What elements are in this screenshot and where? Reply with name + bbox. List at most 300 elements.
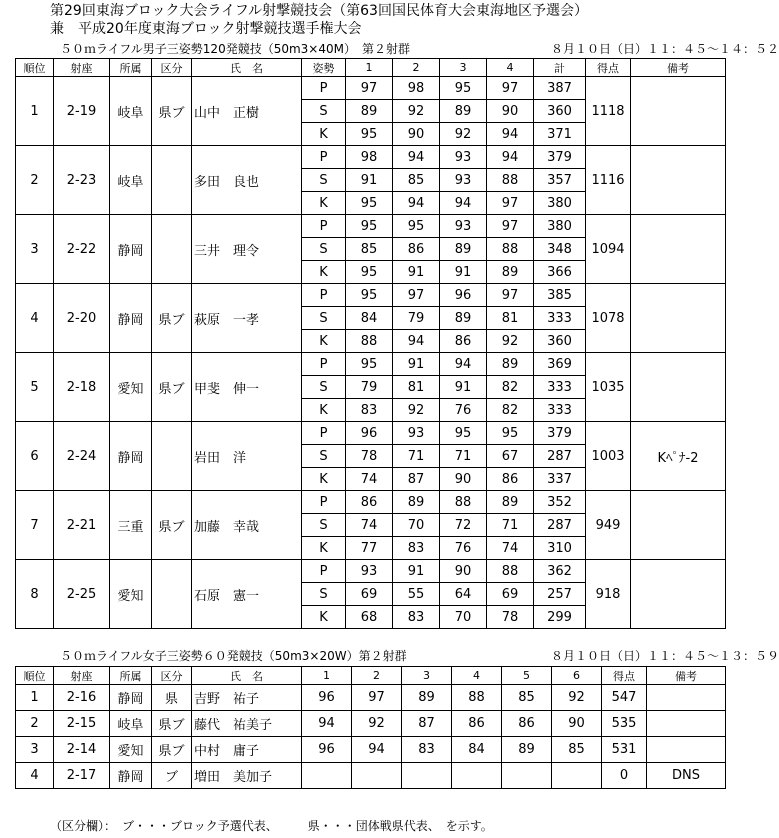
series-score-cell: 86: [487, 468, 534, 491]
series-score-cell: 81: [393, 376, 440, 399]
series-score-cell: 71: [393, 445, 440, 468]
series-score-cell: [352, 763, 402, 789]
shooter-name-cell: 三井 理令: [192, 215, 302, 284]
women-header-row: [16, 667, 726, 685]
series-score-cell: 86: [440, 330, 487, 353]
series-score-cell: 96: [440, 284, 487, 307]
lane-cell: 2-21: [54, 491, 110, 560]
series-score-cell: 89: [402, 685, 452, 711]
position-sum-cell: 333: [534, 399, 586, 422]
women-results-table: [15, 666, 726, 789]
lane-cell: 2-16: [54, 685, 110, 711]
table-row: [16, 560, 726, 583]
rank-cell: 3: [16, 737, 54, 763]
men-header-row: [16, 59, 726, 77]
lane-cell: 2-22: [54, 215, 110, 284]
category-cell: 県ブ: [152, 737, 192, 763]
category-cell: [152, 422, 192, 491]
series-score-cell: 97: [487, 77, 534, 100]
series-score-cell: 93: [440, 146, 487, 169]
series-score-cell: 89: [346, 100, 393, 123]
total-score-cell: 547: [602, 685, 647, 711]
series-score-cell: 96: [302, 737, 352, 763]
series-score-cell: 78: [487, 606, 534, 629]
position-cell: P: [302, 491, 346, 514]
series-score-cell: 95: [393, 215, 440, 238]
column-header: 5: [502, 667, 552, 685]
category-cell: [152, 215, 192, 284]
series-score-cell: 86: [452, 711, 502, 737]
column-header: 氏 名: [192, 667, 302, 685]
series-score-cell: 85: [502, 685, 552, 711]
position-sum-cell: 379: [534, 146, 586, 169]
club-cell: 静岡: [110, 422, 152, 491]
column-header: 区分: [152, 59, 192, 77]
position-cell: K: [302, 606, 346, 629]
position-sum-cell: 360: [534, 330, 586, 353]
column-header: 計: [534, 59, 586, 77]
series-score-cell: [552, 763, 602, 789]
series-score-cell: 83: [393, 606, 440, 629]
club-cell: 岐阜: [110, 146, 152, 215]
series-score-cell: 93: [440, 215, 487, 238]
total-score-cell: 918: [586, 560, 631, 629]
column-header: 1: [302, 667, 352, 685]
series-score-cell: 89: [502, 737, 552, 763]
series-score-cell: 74: [346, 514, 393, 537]
series-score-cell: 95: [346, 261, 393, 284]
remarks-cell: [647, 685, 726, 711]
rank-cell: 5: [16, 353, 54, 422]
rank-cell: 2: [16, 146, 54, 215]
position-cell: P: [302, 215, 346, 238]
shooter-name-cell: 吉野 祐子: [192, 685, 302, 711]
series-score-cell: 89: [393, 491, 440, 514]
series-score-cell: 84: [452, 737, 502, 763]
club-cell: 愛知: [110, 353, 152, 422]
series-score-cell: 89: [440, 307, 487, 330]
table-row: [16, 353, 726, 376]
series-score-cell: 85: [552, 737, 602, 763]
series-score-cell: 89: [487, 353, 534, 376]
column-header: 備考: [647, 667, 726, 685]
series-score-cell: 94: [440, 353, 487, 376]
remarks-cell: [631, 353, 726, 422]
series-score-cell: 87: [393, 468, 440, 491]
series-score-cell: 89: [487, 491, 534, 514]
table-row: [16, 146, 726, 169]
category-cell: 県ブ: [152, 77, 192, 146]
position-cell: S: [302, 514, 346, 537]
series-score-cell: 82: [487, 376, 534, 399]
position-cell: S: [302, 445, 346, 468]
position-sum-cell: 366: [534, 261, 586, 284]
remarks-cell: [631, 560, 726, 629]
table-row: [16, 491, 726, 514]
total-score-cell: 531: [602, 737, 647, 763]
position-sum-cell: 362: [534, 560, 586, 583]
position-sum-cell: 333: [534, 307, 586, 330]
shooter-name-cell: 加藤 幸哉: [192, 491, 302, 560]
series-score-cell: 70: [440, 606, 487, 629]
column-header: 姿勢: [302, 59, 346, 77]
position-cell: K: [302, 537, 346, 560]
lane-cell: 2-25: [54, 560, 110, 629]
club-cell: 静岡: [110, 284, 152, 353]
series-score-cell: 55: [393, 583, 440, 606]
position-cell: K: [302, 468, 346, 491]
series-score-cell: 97: [487, 192, 534, 215]
table-row: [16, 737, 726, 763]
category-cell: 県ブ: [152, 353, 192, 422]
rank-cell: 7: [16, 491, 54, 560]
series-score-cell: 97: [487, 284, 534, 307]
rank-cell: 4: [16, 284, 54, 353]
men-results-table: [15, 58, 726, 629]
remarks-cell: [631, 491, 726, 560]
position-cell: S: [302, 169, 346, 192]
shooter-name-cell: 石原 憲一: [192, 560, 302, 629]
series-score-cell: 95: [440, 77, 487, 100]
category-cell: 県: [152, 685, 192, 711]
series-score-cell: 87: [402, 711, 452, 737]
series-score-cell: 91: [393, 261, 440, 284]
rank-cell: 3: [16, 215, 54, 284]
lane-cell: 2-15: [54, 711, 110, 737]
series-score-cell: 71: [440, 445, 487, 468]
position-cell: S: [302, 376, 346, 399]
series-score-cell: 88: [346, 330, 393, 353]
shooter-name-cell: 藤代 祐美子: [192, 711, 302, 737]
series-score-cell: 94: [393, 192, 440, 215]
position-sum-cell: 357: [534, 169, 586, 192]
series-score-cell: 69: [346, 583, 393, 606]
series-score-cell: 68: [346, 606, 393, 629]
column-header: 3: [402, 667, 452, 685]
series-score-cell: 84: [346, 307, 393, 330]
series-score-cell: 78: [346, 445, 393, 468]
position-sum-cell: 387: [534, 77, 586, 100]
rank-cell: 1: [16, 685, 54, 711]
series-score-cell: 88: [440, 491, 487, 514]
shooter-name-cell: 岩田 洋: [192, 422, 302, 491]
position-sum-cell: 379: [534, 422, 586, 445]
lane-cell: 2-17: [54, 763, 110, 789]
position-cell: S: [302, 583, 346, 606]
series-score-cell: [402, 763, 452, 789]
series-score-cell: 90: [552, 711, 602, 737]
series-score-cell: 86: [393, 238, 440, 261]
position-cell: P: [302, 422, 346, 445]
rank-cell: 2: [16, 711, 54, 737]
series-score-cell: 90: [487, 100, 534, 123]
category-cell: [152, 146, 192, 215]
table-row: [16, 711, 726, 737]
remarks-cell: DNS: [647, 763, 726, 789]
position-cell: K: [302, 330, 346, 353]
table-row: [16, 77, 726, 100]
column-header: 3: [440, 59, 487, 77]
series-score-cell: [302, 763, 352, 789]
total-score-cell: 1118: [586, 77, 631, 146]
series-score-cell: 97: [487, 215, 534, 238]
table-row: [16, 763, 726, 789]
position-cell: S: [302, 238, 346, 261]
position-sum-cell: 348: [534, 238, 586, 261]
total-score-cell: 1003: [586, 422, 631, 491]
series-score-cell: 97: [352, 685, 402, 711]
column-header: 4: [487, 59, 534, 77]
position-cell: P: [302, 353, 346, 376]
series-score-cell: 95: [440, 422, 487, 445]
series-score-cell: 85: [346, 238, 393, 261]
lane-cell: 2-14: [54, 737, 110, 763]
series-score-cell: 88: [452, 685, 502, 711]
column-header: 氏 名: [192, 59, 302, 77]
series-score-cell: 83: [346, 399, 393, 422]
series-score-cell: 92: [440, 123, 487, 146]
series-score-cell: 91: [346, 169, 393, 192]
series-score-cell: 88: [487, 560, 534, 583]
series-score-cell: 93: [346, 560, 393, 583]
series-score-cell: 97: [346, 77, 393, 100]
position-cell: S: [302, 100, 346, 123]
lane-cell: 2-18: [54, 353, 110, 422]
position-sum-cell: 360: [534, 100, 586, 123]
position-sum-cell: 287: [534, 445, 586, 468]
series-score-cell: 90: [393, 123, 440, 146]
series-score-cell: 88: [487, 238, 534, 261]
position-sum-cell: 385: [534, 284, 586, 307]
series-score-cell: 76: [440, 537, 487, 560]
series-score-cell: 91: [393, 353, 440, 376]
series-score-cell: 94: [440, 192, 487, 215]
category-cell: 県ブ: [152, 491, 192, 560]
series-score-cell: 98: [346, 146, 393, 169]
event-title: 第29回東海ブロック大会ライフル射撃競技会（第63回国民体育大会東海地区予選会）: [50, 3, 588, 19]
series-score-cell: 85: [393, 169, 440, 192]
position-cell: K: [302, 399, 346, 422]
series-score-cell: 82: [487, 399, 534, 422]
series-score-cell: 93: [393, 422, 440, 445]
series-score-cell: 94: [302, 711, 352, 737]
series-score-cell: [452, 763, 502, 789]
club-cell: 静岡: [110, 215, 152, 284]
series-score-cell: 95: [346, 192, 393, 215]
series-score-cell: 96: [346, 422, 393, 445]
position-cell: P: [302, 284, 346, 307]
club-cell: 岐阜: [110, 77, 152, 146]
series-score-cell: 95: [346, 123, 393, 146]
table-row: [16, 284, 726, 307]
position-sum-cell: 337: [534, 468, 586, 491]
remarks-cell: [647, 711, 726, 737]
event-subtitle: 兼 平成20年度東海ブロック射撃競技選手権大会: [50, 21, 362, 37]
remarks-cell: [631, 146, 726, 215]
series-score-cell: 76: [440, 399, 487, 422]
series-score-cell: 93: [440, 169, 487, 192]
series-score-cell: 90: [440, 560, 487, 583]
series-score-cell: 79: [346, 376, 393, 399]
remarks-cell: Kﾍﾟﾅ-2: [631, 422, 726, 491]
rank-cell: 8: [16, 560, 54, 629]
series-score-cell: 91: [440, 261, 487, 284]
shooter-name-cell: 萩原 一孝: [192, 284, 302, 353]
remarks-cell: [647, 737, 726, 763]
rank-cell: 4: [16, 763, 54, 789]
rank-cell: 1: [16, 77, 54, 146]
position-sum-cell: 333: [534, 376, 586, 399]
column-header: 所属: [110, 59, 152, 77]
category-cell: 県ブ: [152, 284, 192, 353]
series-score-cell: 89: [487, 261, 534, 284]
shooter-name-cell: 多田 良也: [192, 146, 302, 215]
position-cell: K: [302, 261, 346, 284]
position-cell: P: [302, 77, 346, 100]
total-score-cell: 1078: [586, 284, 631, 353]
series-score-cell: 72: [440, 514, 487, 537]
women-section-date: ８月１０日（日）１１：４５～１３：５９: [551, 649, 779, 663]
shooter-name-cell: 山中 正樹: [192, 77, 302, 146]
column-header: 順位: [16, 59, 54, 77]
column-header: 4: [452, 667, 502, 685]
series-score-cell: 97: [393, 284, 440, 307]
series-score-cell: 90: [440, 468, 487, 491]
total-score-cell: 949: [586, 491, 631, 560]
remarks-cell: [631, 284, 726, 353]
series-score-cell: 89: [440, 100, 487, 123]
series-score-cell: 91: [440, 376, 487, 399]
column-header: 得点: [586, 59, 631, 77]
series-score-cell: 95: [346, 215, 393, 238]
position-sum-cell: 380: [534, 215, 586, 238]
series-score-cell: 83: [393, 537, 440, 560]
category-cell: 県ブ: [152, 711, 192, 737]
club-cell: 岐阜: [110, 711, 152, 737]
position-sum-cell: 257: [534, 583, 586, 606]
position-cell: K: [302, 192, 346, 215]
series-score-cell: 77: [346, 537, 393, 560]
total-score-cell: 1116: [586, 146, 631, 215]
series-score-cell: 95: [346, 353, 393, 376]
column-header: 得点: [602, 667, 647, 685]
series-score-cell: 94: [393, 146, 440, 169]
men-section-date: ８月１０日（日）１１：４５～１４：５２: [551, 42, 779, 56]
table-row: [16, 215, 726, 238]
series-score-cell: 86: [346, 491, 393, 514]
club-cell: 三重: [110, 491, 152, 560]
series-score-cell: 94: [352, 737, 402, 763]
series-score-cell: 83: [402, 737, 452, 763]
series-score-cell: 69: [487, 583, 534, 606]
column-header: 1: [346, 59, 393, 77]
column-header: 順位: [16, 667, 54, 685]
lane-cell: 2-19: [54, 77, 110, 146]
position-sum-cell: 310: [534, 537, 586, 560]
position-sum-cell: 352: [534, 491, 586, 514]
series-score-cell: 92: [393, 100, 440, 123]
series-score-cell: 70: [393, 514, 440, 537]
total-score-cell: 535: [602, 711, 647, 737]
men-section-title: ５０ｍライフル男子三姿勢120発競技（50m3×40M） 第２射群: [60, 42, 410, 56]
column-header: 射座: [54, 667, 110, 685]
column-header: 2: [352, 667, 402, 685]
series-score-cell: 95: [487, 422, 534, 445]
series-score-cell: 88: [487, 169, 534, 192]
category-cell: ブ: [152, 763, 192, 789]
position-sum-cell: 299: [534, 606, 586, 629]
series-score-cell: 94: [487, 146, 534, 169]
position-cell: P: [302, 146, 346, 169]
category-footnote: （区分欄）： ブ・・・ブロック予選代表、 県・・・団体戦県代表、 を示す。: [50, 819, 493, 833]
series-score-cell: 91: [393, 560, 440, 583]
position-cell: K: [302, 123, 346, 146]
remarks-cell: [631, 77, 726, 146]
column-header: 区分: [152, 667, 192, 685]
series-score-cell: 94: [393, 330, 440, 353]
club-cell: 静岡: [110, 763, 152, 789]
position-sum-cell: 287: [534, 514, 586, 537]
column-header: 備考: [631, 59, 726, 77]
column-header: 2: [393, 59, 440, 77]
total-score-cell: 1035: [586, 353, 631, 422]
club-cell: 愛知: [110, 560, 152, 629]
shooter-name-cell: 中村 庸子: [192, 737, 302, 763]
lane-cell: 2-23: [54, 146, 110, 215]
series-score-cell: 71: [487, 514, 534, 537]
series-score-cell: 95: [346, 284, 393, 307]
series-score-cell: 79: [393, 307, 440, 330]
series-score-cell: 96: [302, 685, 352, 711]
lane-cell: 2-24: [54, 422, 110, 491]
shooter-name-cell: 甲斐 伸一: [192, 353, 302, 422]
rank-cell: 6: [16, 422, 54, 491]
series-score-cell: 92: [552, 685, 602, 711]
series-score-cell: 92: [352, 711, 402, 737]
series-score-cell: 67: [487, 445, 534, 468]
remarks-cell: [631, 215, 726, 284]
women-section-title: ５０ｍライフル女子三姿勢６０発競技（50m3×20W）第２射群: [60, 649, 407, 663]
series-score-cell: 98: [393, 77, 440, 100]
total-score-cell: 1094: [586, 215, 631, 284]
column-header: 所属: [110, 667, 152, 685]
column-header: 6: [552, 667, 602, 685]
column-header: 射座: [54, 59, 110, 77]
series-score-cell: 74: [346, 468, 393, 491]
position-sum-cell: 369: [534, 353, 586, 376]
category-cell: [152, 560, 192, 629]
position-sum-cell: 371: [534, 123, 586, 146]
series-score-cell: 89: [440, 238, 487, 261]
lane-cell: 2-20: [54, 284, 110, 353]
table-row: [16, 685, 726, 711]
series-score-cell: [502, 763, 552, 789]
series-score-cell: 81: [487, 307, 534, 330]
position-cell: S: [302, 307, 346, 330]
club-cell: 愛知: [110, 737, 152, 763]
series-score-cell: 74: [487, 537, 534, 560]
series-score-cell: 94: [487, 123, 534, 146]
position-cell: P: [302, 560, 346, 583]
series-score-cell: 64: [440, 583, 487, 606]
series-score-cell: 86: [502, 711, 552, 737]
series-score-cell: 92: [393, 399, 440, 422]
shooter-name-cell: 増田 美加子: [192, 763, 302, 789]
position-sum-cell: 380: [534, 192, 586, 215]
table-row: [16, 422, 726, 445]
club-cell: 静岡: [110, 685, 152, 711]
series-score-cell: 92: [487, 330, 534, 353]
